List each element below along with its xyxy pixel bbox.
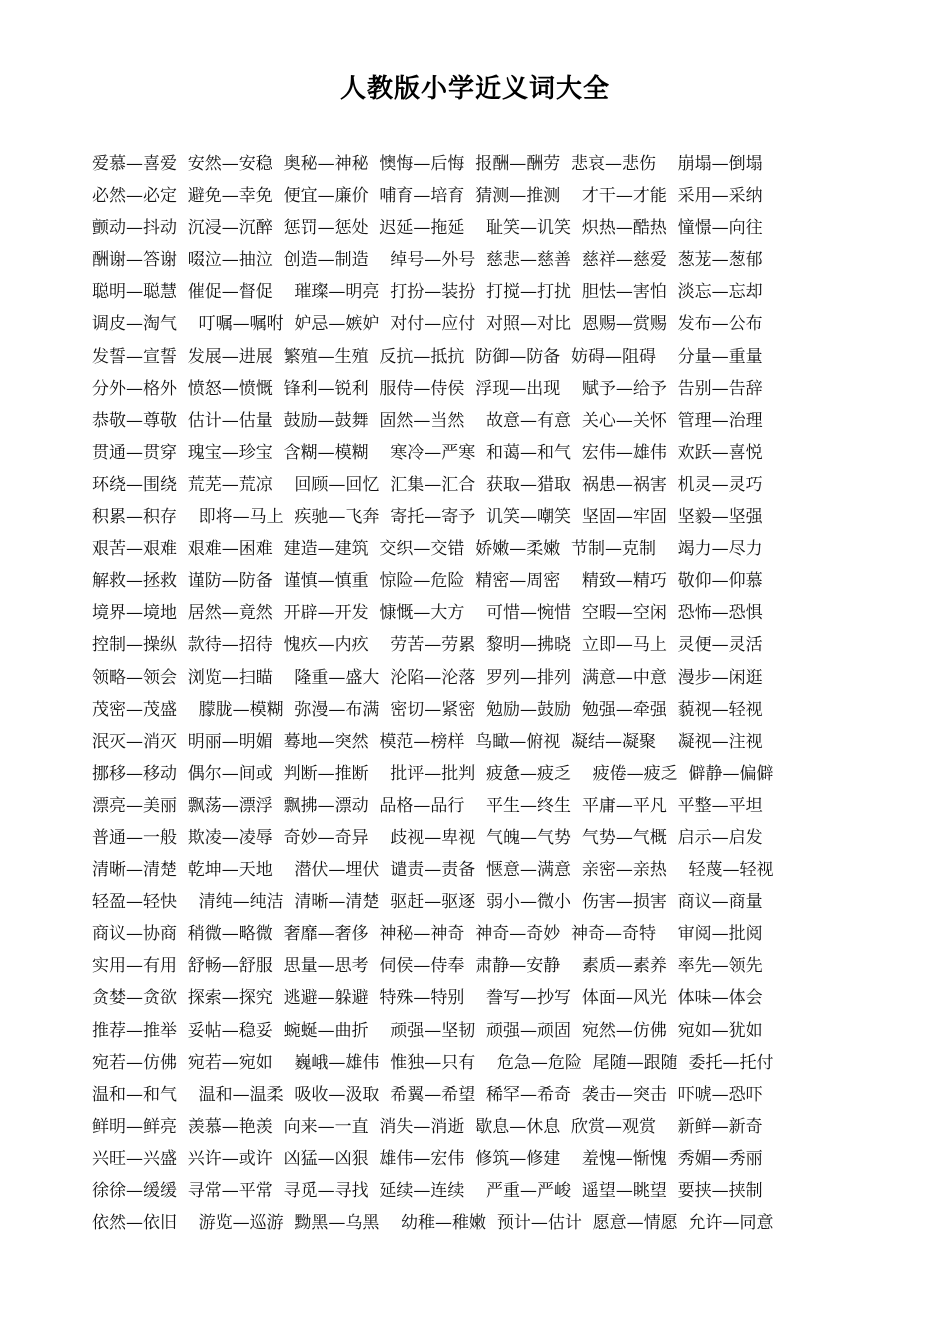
synonym-line: 必然—必定 避免—幸免 便宜—廉价 哺育—培育 猜测—推测 才干—才能 采用—采纳 xyxy=(92,186,763,207)
synonym-line: 调皮—淘气 叮嘱—嘱咐 妒忌—嫉妒 对付—应付 对照—对比 恩赐—赏赐 发布—公布 xyxy=(92,314,763,335)
synonym-line: 鲜明—鲜亮 羡慕—艳羡 向来—一直 消失—消逝 歇息—休息 欣赏—观赏 新鲜—新奇 xyxy=(92,1116,763,1137)
synonym-line: 控制—操纵 款待—招待 愧疚—内疚 劳苦—劳累 黎明—拂晓 立即—马上 灵便—灵活 xyxy=(92,635,763,656)
synonym-line: 爱慕—喜爱 安然—安稳 奥秘—神秘 懊悔—后悔 报酬—酬劳 悲哀—悲伤 崩塌—倒塌 xyxy=(92,154,763,174)
synonym-line: 贪婪—贪欲 探索—探究 逃避—躲避 特殊—特别 誊写—抄写 体面—风光 体味—体会 xyxy=(92,988,763,1009)
synonym-line: 兴旺—兴盛 兴许—或许 凶猛—凶狠 雄伟—宏伟 修筑—修建 羞愧—惭愧 秀媚—秀丽 xyxy=(92,1148,763,1169)
synonym-line: 泯灭—消灭 明丽—明媚 蓦地—突然 模范—榜样 鸟瞰—俯视 凝结—凝聚 凝视—注视 xyxy=(92,731,763,752)
synonym-line: 积累—积存 即将—马上 疾驰—飞奔 寄托—寄予 讥笑—嘲笑 坚固—牢固 坚毅—坚强 xyxy=(92,507,763,528)
synonym-line: 酬谢—答谢 啜泣—抽泣 创造—制造 绰号—外号 慈悲—慈善 慈祥—慈爱 葱茏—葱郁 xyxy=(92,250,763,271)
synonym-line: 环绕—围绕 荒芜—荒凉 回顾—回忆 汇集—汇合 获取—猎取 祸患—祸害 机灵—灵巧 xyxy=(92,474,763,495)
synonym-line: 恭敬—尊敬 估计—估量 鼓励—鼓舞 固然—当然 故意—有意 关心—关怀 管理—治理 xyxy=(92,410,763,431)
synonym-line: 领略—领会 浏览—扫瞄 隆重—盛大 沦陷—沦落 罗列—排列 满意—中意 漫步—闲逛 xyxy=(92,667,763,688)
synonym-line: 徐徐—缓缓 寻常—平常 寻觅—寻找 延续—连续 严重—严峻 遥望—眺望 要挟—挟制 xyxy=(92,1181,763,1201)
synonym-line: 茂密—茂盛 朦胧—模糊 弥漫—布满 密切—紧密 勉励—鼓励 勉强—牵强 藐视—轻视 xyxy=(92,699,763,720)
synonym-line: 艰苦—艰难 艰难—困难 建造—建筑 交织—交错 娇嫩—柔嫩 节制—克制 竭力—尽力 xyxy=(92,539,763,560)
synonym-line: 发誓—宣誓 发展—进展 繁殖—生殖 反抗—抵抗 防御—防备 妨碍—阻碍 分量—重量 xyxy=(92,346,763,367)
synonym-line: 漂亮—美丽 飘荡—漂浮 飘拂—漂动 品格—品行 平生—终生 平庸—平凡 平整—平坦 xyxy=(92,795,763,816)
synonym-line: 温和—和气 温和—温柔 吸收—汲取 希翼—希望 稀罕—希奇 袭击—突击 吓唬—恐吓 xyxy=(92,1084,763,1105)
synonym-line: 境界—境地 居然—竟然 开辟—开发 慷慨—大方 可惜—惋惜 空暇—空闲 恐怖—恐惧 xyxy=(92,603,763,624)
page-title: 人教版小学近义词大全 xyxy=(339,74,610,104)
synonym-line: 实用—有用 舒畅—舒服 思量—思考 伺侯—侍奉 肃静—安静 素质—素养 率先—领先 xyxy=(92,956,763,977)
synonym-line: 挪移—移动 偶尔—间或 判断—推断 批评—批判 疲惫—疲乏 疲倦—疲乏 僻静—偏僻 xyxy=(92,763,774,784)
synonym-line: 轻盈—轻快 清纯—纯洁 清晰—清楚 驱赶—驱逐 弱小—微小 伤害—损害 商议—商量 xyxy=(92,892,763,913)
synonym-line: 宛若—仿佛 宛若—宛如 巍峨—雄伟 惟独—只有 危急—危险 尾随—跟随 委托—托付 xyxy=(92,1052,774,1073)
synonym-line: 普通—一般 欺凌—凌辱 奇妙—奇异 歧视—卑视 气魄—气势 气势—气概 启示—启发 xyxy=(92,827,763,848)
synonym-line: 解救—拯救 谨防—防备 谨慎—慎重 惊险—危险 精密—周密 精致—精巧 敬仰—仰慕 xyxy=(92,571,763,592)
synonym-line: 分外—格外 愤怒—愤慨 锋利—锐利 服侍—侍侯 浮现—出现 赋予—给予 告别—告辞 xyxy=(92,378,763,399)
synonym-line: 依然—依旧 游览—巡游 黝黑—乌黑 幼稚—稚嫩 预计—估计 愿意—情愿 允许—同意 xyxy=(92,1213,774,1234)
synonym-line: 颤动—抖动 沉浸—沉醉 惩罚—惩处 迟延—拖延 耻笑—讥笑 炽热—酷热 憧憬—向往 xyxy=(92,218,763,239)
synonym-line: 贯通—贯穿 瑰宝—珍宝 含糊—模糊 寒冷—严寒 和蔼—和气 宏伟—雄伟 欢跃—喜悦 xyxy=(92,442,763,463)
synonym-line: 商议—协商 稍微—略微 奢靡—奢侈 神秘—神奇 神奇—奇妙 神奇—奇特 审阅—批阅 xyxy=(92,924,763,945)
synonym-list xyxy=(92,148,862,1239)
synonym-line: 聪明—聪慧 催促—督促 璀璨—明亮 打扮—装扮 打搅—打扰 胆怯—害怕 淡忘—忘却 xyxy=(92,282,763,303)
synonym-line: 推荐—推举 妥帖—稳妥 蜿蜒—曲折 顽强—坚韧 顽强—顽固 宛然—仿佛 宛如—犹如 xyxy=(92,1020,763,1041)
synonym-line: 清晰—清楚 乾坤—天地 潜伏—埋伏 谴责—责备 惬意—满意 亲密—亲热 轻蔑—轻视 xyxy=(92,860,774,881)
